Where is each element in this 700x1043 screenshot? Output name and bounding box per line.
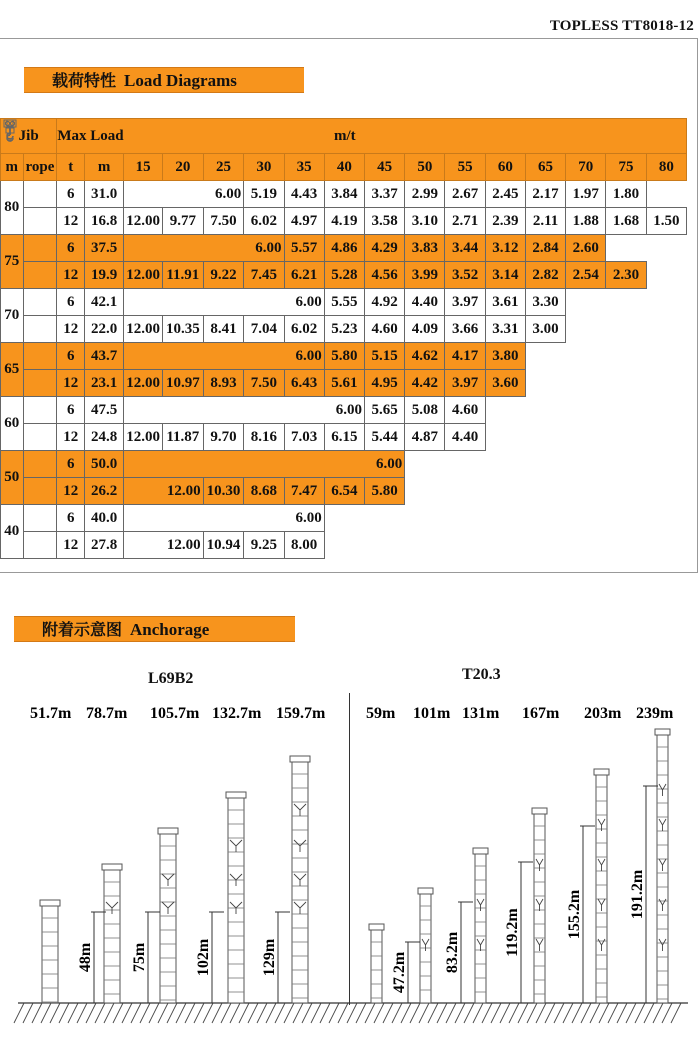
tower-mast [596, 773, 607, 1003]
load-value: 9.77 [163, 208, 204, 235]
max-load-radius: 42.1 [85, 289, 124, 316]
load-value: 5.80 [365, 478, 405, 505]
ground-hatch [644, 1003, 654, 1023]
ground-hatch [266, 1003, 276, 1023]
load-value: 6.00 [124, 343, 325, 370]
tower-height-label: 105.7m [150, 705, 200, 722]
header-radius-15: 15 [124, 154, 163, 181]
tower-top [226, 792, 246, 798]
load-value: 4.42 [405, 370, 445, 397]
load-value: 12.00 [124, 424, 163, 451]
left-crane-name: L69B2 [148, 670, 194, 687]
max-load-t: 6 [57, 397, 85, 424]
load-value: 1.80 [606, 181, 646, 208]
load-value: 2.82 [525, 262, 565, 289]
load-value: 10.35 [163, 316, 204, 343]
load-value: 10.94 [203, 532, 244, 559]
ground-hatch [59, 1003, 69, 1023]
max-load-radius: 19.9 [85, 262, 124, 289]
ground-hatch [95, 1003, 105, 1023]
tower-top [418, 888, 433, 894]
load-value: 2.99 [405, 181, 445, 208]
header-max-load: Max Load [57, 119, 124, 154]
ground-hatch [482, 1003, 492, 1023]
load-value: 12.00 [124, 208, 163, 235]
load-value: 3.00 [525, 316, 565, 343]
load-value: 4.60 [365, 316, 405, 343]
load-value: 10.97 [163, 370, 204, 397]
header-radius-25: 25 [203, 154, 244, 181]
ground-hatch [23, 1003, 33, 1023]
load-value: 5.57 [284, 235, 324, 262]
load-value: 4.19 [324, 208, 364, 235]
ground-hatch [455, 1003, 465, 1023]
header-radius-35: 35 [284, 154, 324, 181]
header-radius-45: 45 [365, 154, 405, 181]
load-value: 9.22 [203, 262, 244, 289]
load-value: 4.87 [405, 424, 445, 451]
load-value: 2.11 [525, 208, 565, 235]
load-value: 3.52 [445, 262, 485, 289]
max-load-t: 6 [57, 181, 85, 208]
ground-hatch [554, 1003, 564, 1023]
load-value: 7.04 [244, 316, 284, 343]
load-value: 5.23 [324, 316, 364, 343]
ground-hatch [257, 1003, 267, 1023]
load-value: 2.60 [566, 235, 606, 262]
load-value: 2.39 [485, 208, 525, 235]
jib-length: 70 [1, 289, 24, 343]
anchor-spacing-label: 155.2m [566, 889, 583, 940]
ground-hatch [320, 1003, 330, 1023]
header-radius-80: 80 [646, 154, 686, 181]
ground-hatch [239, 1003, 249, 1023]
header-radius-20: 20 [163, 154, 204, 181]
load-value: 6.43 [284, 370, 324, 397]
ground-hatch [428, 1003, 438, 1023]
load-value: 4.40 [445, 424, 485, 451]
load-value: 11.87 [163, 424, 204, 451]
load-value: 5.44 [365, 424, 405, 451]
ground-hatch [581, 1003, 591, 1023]
jib-length: 40 [1, 505, 24, 559]
header-t: t [57, 154, 85, 181]
ground-hatch [626, 1003, 636, 1023]
load-value: 3.61 [485, 289, 525, 316]
load-value: 9.70 [203, 424, 244, 451]
ground-hatch [518, 1003, 528, 1023]
tower-height-label: 167m [522, 705, 560, 722]
right-crane-name: T20.3 [462, 666, 501, 683]
tower-top [290, 756, 310, 762]
ground-hatch [383, 1003, 393, 1023]
tower-height-label: 131m [462, 705, 500, 722]
max-load-radius: 23.1 [85, 370, 124, 397]
ground-hatch [113, 1003, 123, 1023]
header-jib: Jib [1, 119, 57, 154]
load-value: 4.17 [445, 343, 485, 370]
header-rope: rope [23, 154, 57, 181]
load-value: 2.17 [525, 181, 565, 208]
max-load-radius: 16.8 [85, 208, 124, 235]
ground-hatch [671, 1003, 681, 1023]
ground-hatch [86, 1003, 96, 1023]
anchor-spacing-label: 83.2m [444, 931, 461, 974]
ground-hatch [419, 1003, 429, 1023]
ground-hatch [203, 1003, 213, 1023]
load-value: 2.45 [485, 181, 525, 208]
max-load-t: 6 [57, 451, 85, 478]
load-value: 3.14 [485, 262, 525, 289]
max-load-t: 12 [57, 208, 85, 235]
ground-hatch [230, 1003, 240, 1023]
ground-hatch [608, 1003, 618, 1023]
ground-hatch [617, 1003, 627, 1023]
max-load-t: 12 [57, 424, 85, 451]
load-value: 3.97 [445, 370, 485, 397]
load-value: 7.50 [244, 370, 284, 397]
tower-top [532, 808, 547, 814]
ground-hatch [491, 1003, 501, 1023]
load-value: 4.62 [405, 343, 445, 370]
ground-hatch [653, 1003, 663, 1023]
load-value: 8.00 [284, 532, 324, 559]
ground-hatch [104, 1003, 114, 1023]
load-value: 5.80 [324, 343, 364, 370]
load-value: 12.00 [124, 262, 163, 289]
load-value: 8.41 [203, 316, 244, 343]
ground-hatch [437, 1003, 447, 1023]
max-load-radius: 22.0 [85, 316, 124, 343]
ground-hatch [248, 1003, 258, 1023]
load-value: 3.83 [405, 235, 445, 262]
tower-top [369, 924, 384, 930]
ground-hatch [149, 1003, 159, 1023]
jib-length: 60 [1, 397, 24, 451]
load-value: 9.25 [244, 532, 284, 559]
ground-hatch [158, 1003, 168, 1023]
load-value: 3.80 [485, 343, 525, 370]
header-radius-m: m [85, 154, 124, 181]
ground-hatch [500, 1003, 510, 1023]
load-value: 3.44 [445, 235, 485, 262]
load-value: 3.58 [365, 208, 405, 235]
anchorage-title-cn: 附着示意图 [42, 620, 123, 639]
max-load-radius: 31.0 [85, 181, 124, 208]
max-load-radius: 27.8 [85, 532, 124, 559]
jib-length: 80 [1, 181, 24, 235]
load-value: 5.08 [405, 397, 445, 424]
ground-hatch [365, 1003, 375, 1023]
ground-hatch [68, 1003, 78, 1023]
load-value: 3.37 [365, 181, 405, 208]
header-radius-40: 40 [324, 154, 364, 181]
max-load-t: 12 [57, 370, 85, 397]
tower-height-label: 132.7m [212, 705, 262, 722]
ground-hatch [275, 1003, 285, 1023]
jib-length: 50 [1, 451, 24, 505]
load-value: 2.67 [445, 181, 485, 208]
ground-hatch [140, 1003, 150, 1023]
ground-hatch [176, 1003, 186, 1023]
load-value: 12.00 [124, 316, 163, 343]
tower-height-label: 239m [636, 705, 674, 722]
load-value: 3.10 [405, 208, 445, 235]
load-value: 6.00 [124, 235, 284, 262]
load-value: 3.60 [485, 370, 525, 397]
tower-mast [228, 796, 244, 1003]
ground-hatch [590, 1003, 600, 1023]
load-value: 7.47 [284, 478, 324, 505]
ground-hatch [284, 1003, 294, 1023]
ground-hatch [473, 1003, 483, 1023]
anchor-spacing-label: 75m [131, 942, 148, 973]
ground-hatch [14, 1003, 24, 1023]
load-value: 4.86 [324, 235, 364, 262]
tower-height-label: 159.7m [276, 705, 326, 722]
load-value: 5.61 [324, 370, 364, 397]
load-value: 4.29 [365, 235, 405, 262]
load-value: 7.03 [284, 424, 324, 451]
max-load-radius: 50.0 [85, 451, 124, 478]
ground-hatch [77, 1003, 87, 1023]
ground-hatch [635, 1003, 645, 1023]
tower-height-label: 101m [413, 705, 451, 722]
load-value: 8.93 [203, 370, 244, 397]
ground-hatch [392, 1003, 402, 1023]
jib-length: 75 [1, 235, 24, 289]
load-value: 12.00 [124, 532, 204, 559]
tower-top [158, 828, 178, 834]
load-value: 1.97 [566, 181, 606, 208]
ground-hatch [338, 1003, 348, 1023]
max-load-radius: 24.8 [85, 424, 124, 451]
ground-hatch [662, 1003, 672, 1023]
load-value: 4.97 [284, 208, 324, 235]
ground-hatch [194, 1003, 204, 1023]
header-radius-55: 55 [445, 154, 485, 181]
tower-height-label: 59m [366, 705, 396, 722]
load-value: 5.15 [365, 343, 405, 370]
max-load-t: 12 [57, 532, 85, 559]
anchor-spacing-label: 129m [261, 938, 278, 977]
ground-hatch [50, 1003, 60, 1023]
load-value: 7.45 [244, 262, 284, 289]
anchor-spacing-label: 119.2m [504, 908, 521, 957]
tower-mast [475, 852, 486, 1003]
max-load-t: 12 [57, 316, 85, 343]
tower-mast [371, 928, 382, 1003]
max-load-radius: 40.0 [85, 505, 124, 532]
ground-hatch [446, 1003, 456, 1023]
ground-hatch [311, 1003, 321, 1023]
ground-hatch [131, 1003, 141, 1023]
tower-top [40, 900, 60, 906]
ground-hatch [302, 1003, 312, 1023]
header-radius-60: 60 [485, 154, 525, 181]
load-value: 3.12 [485, 235, 525, 262]
load-value: 6.00 [124, 289, 325, 316]
load-value: 3.84 [324, 181, 364, 208]
ground-hatch [572, 1003, 582, 1023]
load-value: 4.95 [365, 370, 405, 397]
load-value: 6.00 [124, 451, 405, 478]
ground-hatch [293, 1003, 303, 1023]
tower-top [102, 864, 122, 870]
jib-length: 65 [1, 343, 24, 397]
ground-hatch [599, 1003, 609, 1023]
load-value: 6.00 [124, 181, 244, 208]
load-value: 4.43 [284, 181, 324, 208]
load-value: 3.99 [405, 262, 445, 289]
max-load-t: 6 [57, 289, 85, 316]
ground-hatch [527, 1003, 537, 1023]
load-value: 8.68 [244, 478, 284, 505]
load-value: 6.54 [324, 478, 364, 505]
load-value: 6.21 [284, 262, 324, 289]
tower-height-label: 51.7m [30, 705, 72, 722]
load-value: 6.00 [124, 505, 325, 532]
load-value: 2.30 [606, 262, 646, 289]
load-value: 1.88 [566, 208, 606, 235]
ground-hatch [410, 1003, 420, 1023]
anchorage-title-en: Anchorage [130, 620, 210, 639]
ground-hatch [221, 1003, 231, 1023]
ground-hatch [545, 1003, 555, 1023]
max-load-radius: 37.5 [85, 235, 124, 262]
load-value: 11.91 [163, 262, 204, 289]
ground-hatch [329, 1003, 339, 1023]
load-value: 6.15 [324, 424, 364, 451]
load-value: 5.28 [324, 262, 364, 289]
ground-hatch [509, 1003, 519, 1023]
load-value: 5.65 [365, 397, 405, 424]
anchor-spacing-label: 191.2m [629, 869, 646, 920]
tower-mast [160, 832, 176, 1003]
max-load-t: 6 [57, 505, 85, 532]
tower-top [473, 848, 488, 854]
tower-height-label: 78.7m [86, 705, 128, 722]
ground-hatch [563, 1003, 573, 1023]
header-unit: m/t [124, 119, 687, 154]
load-value: 4.60 [445, 397, 485, 424]
load-value: 4.09 [405, 316, 445, 343]
ground-hatch [122, 1003, 132, 1023]
ground-hatch [536, 1003, 546, 1023]
load-value: 12.00 [124, 478, 204, 505]
header-radius-30: 30 [244, 154, 284, 181]
load-value: 12.00 [124, 370, 163, 397]
ground-hatch [167, 1003, 177, 1023]
load-value: 2.71 [445, 208, 485, 235]
header-radius-70: 70 [566, 154, 606, 181]
ground-hatch [41, 1003, 51, 1023]
max-load-t: 12 [57, 478, 85, 505]
ground-hatch [464, 1003, 474, 1023]
load-diagrams-title-en: Load Diagrams [124, 71, 237, 90]
max-load-radius: 26.2 [85, 478, 124, 505]
ground-hatch [374, 1003, 384, 1023]
load-value: 2.54 [566, 262, 606, 289]
load-diagrams-title-cn: 载荷特性 [52, 71, 117, 90]
tower-top [594, 769, 609, 775]
max-load-t: 12 [57, 262, 85, 289]
load-value: 6.02 [244, 208, 284, 235]
max-load-t: 6 [57, 343, 85, 370]
ground-hatch [212, 1003, 222, 1023]
max-load-t: 6 [57, 235, 85, 262]
anchor-spacing-label: 47.2m [391, 951, 408, 994]
load-value: 4.92 [365, 289, 405, 316]
load-value: 3.31 [485, 316, 525, 343]
load-value: 3.30 [525, 289, 565, 316]
load-value: 2.84 [525, 235, 565, 262]
ground-hatch [32, 1003, 42, 1023]
ground-hatch [356, 1003, 366, 1023]
max-load-radius: 47.5 [85, 397, 124, 424]
ground-hatch [347, 1003, 357, 1023]
tower-top [655, 729, 670, 735]
load-value: 5.19 [244, 181, 284, 208]
anchor-spacing-label: 48m [77, 942, 94, 973]
tower-height-label: 203m [584, 705, 622, 722]
max-load-radius: 43.7 [85, 343, 124, 370]
ground-hatch [185, 1003, 195, 1023]
header-radius-50: 50 [405, 154, 445, 181]
load-value: 6.02 [284, 316, 324, 343]
load-value: 5.55 [324, 289, 364, 316]
load-value: 1.68 [606, 208, 646, 235]
header-m: m [1, 154, 24, 181]
load-value: 3.97 [445, 289, 485, 316]
load-value: 1.50 [646, 208, 686, 235]
header-radius-75: 75 [606, 154, 646, 181]
load-value: 4.40 [405, 289, 445, 316]
ground-hatch [401, 1003, 411, 1023]
load-value: 8.16 [244, 424, 284, 451]
tower-mast [104, 868, 120, 1003]
load-value: 6.00 [124, 397, 365, 424]
load-value: 10.30 [203, 478, 244, 505]
load-value: 7.50 [203, 208, 244, 235]
load-value: 4.56 [365, 262, 405, 289]
model-label: TOPLESS TT8018-12 [549, 18, 694, 34]
load-value: 3.66 [445, 316, 485, 343]
anchor-spacing-label: 102m [195, 938, 212, 977]
header-radius-65: 65 [525, 154, 565, 181]
